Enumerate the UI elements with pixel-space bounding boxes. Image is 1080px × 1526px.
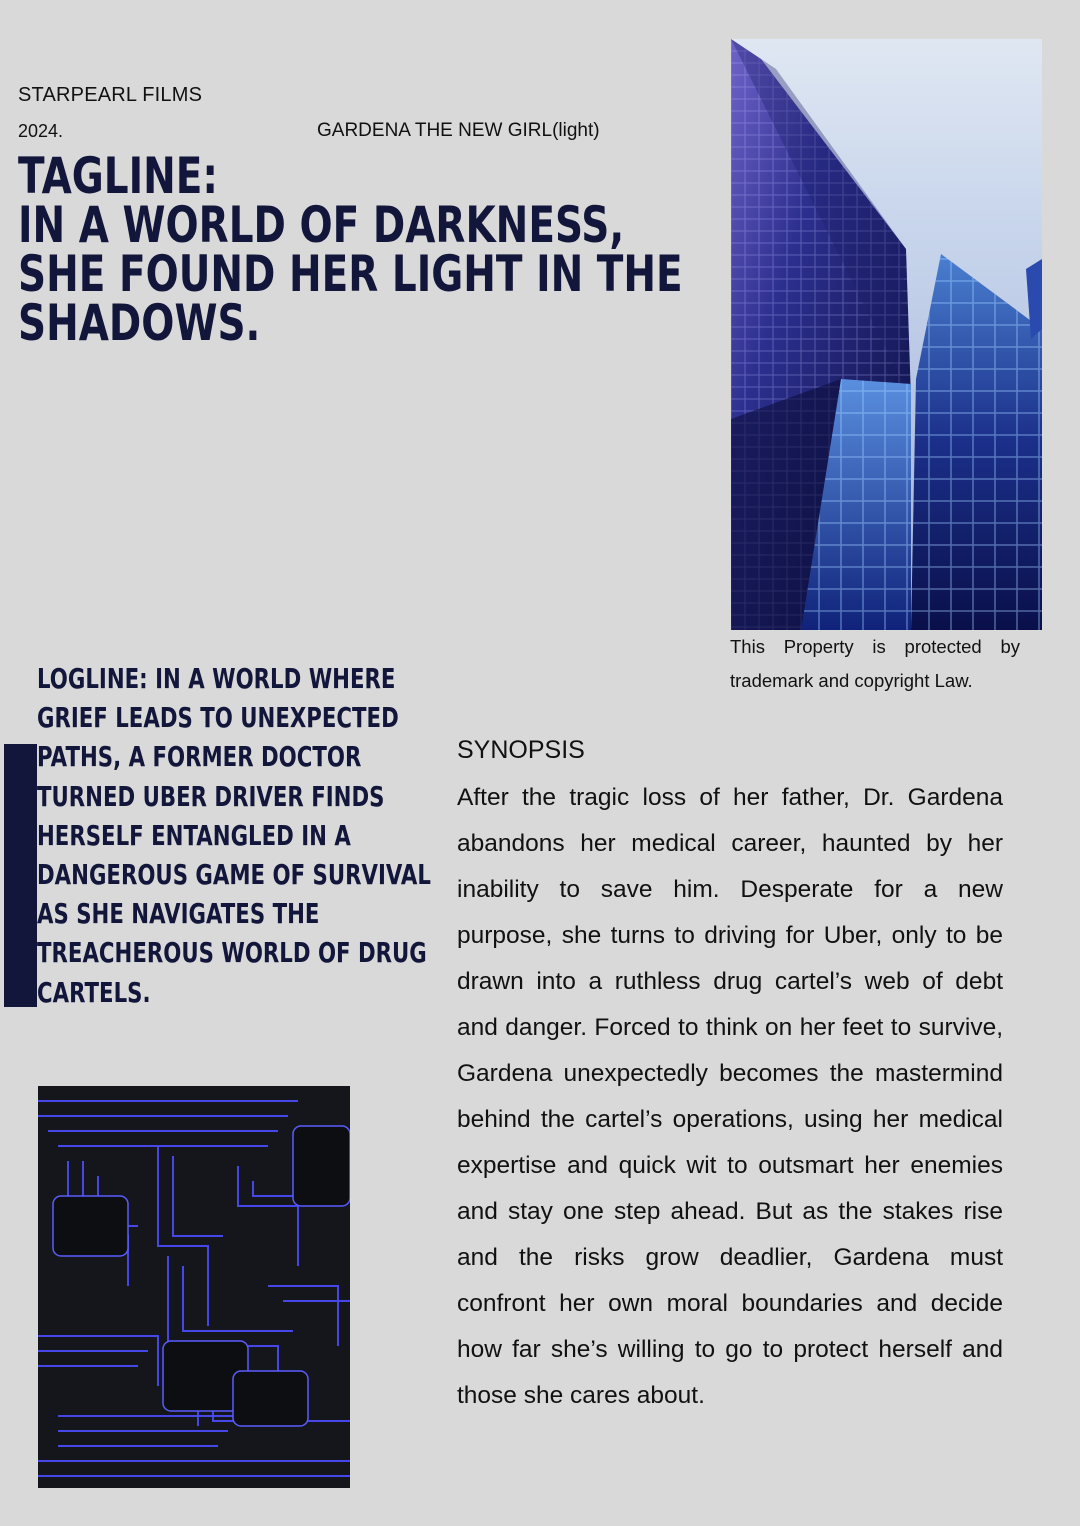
synopsis-body: After the tragic loss of her father, Dr. Gardena abandons her medical career, haunted by her inability to save him. Desperate for a new purpose, she turns to driving for Uber, only to be drawn into a ruthless drug cartel’s web of debt and danger. Forced to think on her feet to survive, Gardena unexpectedly becomes the mastermind behind the cartel’s operations, using her medical expertise and quick wit to outsmart her enemies and stay one step ahead. But as the stakes rise and the risks grow deadlier, Gardena must confront her own moral boundaries and decide how far she’s willing to go to protect herself and those she cares about.: [457, 784, 1003, 1409]
tagline-line: SHE FOUND HER LIGHT IN THE: [18, 245, 683, 303]
skyscraper-image: [731, 39, 1042, 630]
logline-line: TREACHEROUS WORLD OF DRUG: [37, 936, 427, 970]
logline-line: PATHS, A FORMER DOCTOR: [37, 740, 362, 774]
neon-maze-image: [38, 1086, 350, 1488]
tagline-heading: [18, 147, 683, 352]
copyright-notice: This Property is protected by trademark and copyright Law.: [730, 636, 1020, 691]
logline-line: DANGEROUS GAME OF SURVIVAL: [37, 858, 431, 892]
release-year: 2024.: [18, 121, 64, 141]
studio-name: STARPEARL FILMS: [18, 84, 203, 106]
logline-accent-bar: [4, 744, 37, 1007]
tagline-line: TAGLINE:: [18, 147, 219, 205]
logline-line: AS SHE NAVIGATES THE: [37, 897, 320, 931]
tagline-line: IN A WORLD OF DARKNESS,: [18, 196, 625, 254]
logline-line: CARTELS.: [37, 975, 151, 1009]
logline-text: [37, 659, 431, 1012]
project-title: GARDENA THE NEW GIRL(light): [317, 120, 600, 141]
logline-line: TURNED UBER DRIVER FINDS: [37, 779, 385, 813]
logline-line: GRIEF LEADS TO UNEXPECTED: [37, 701, 399, 735]
logline-line: LOGLINE: IN A WORLD WHERE: [37, 662, 396, 695]
synopsis-heading: SYNOPSIS: [457, 736, 585, 764]
tagline-line: SHADOWS.: [18, 294, 261, 352]
logline-line: HERSELF ENTANGLED IN A: [37, 818, 351, 852]
